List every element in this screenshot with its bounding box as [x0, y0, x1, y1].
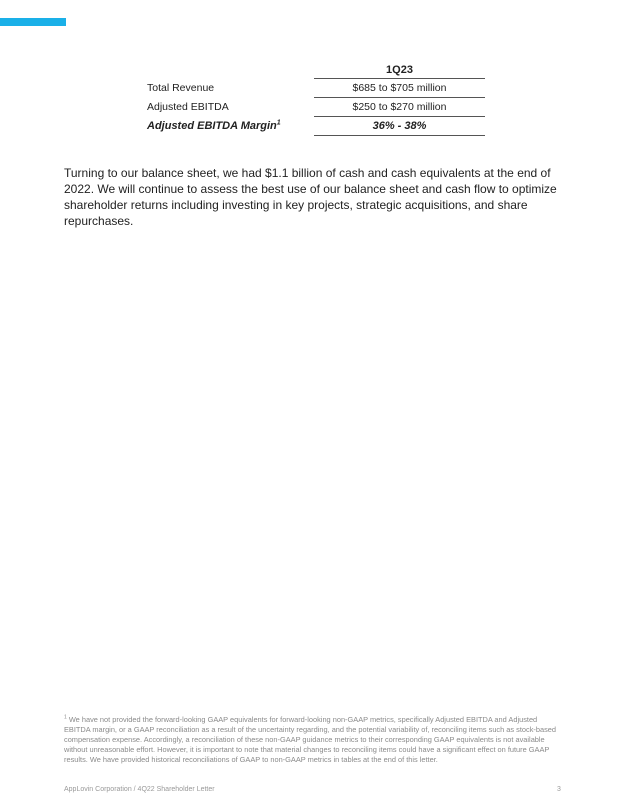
accent-bar	[0, 18, 66, 26]
table-header-empty	[147, 62, 314, 79]
page-number: 3	[557, 786, 561, 793]
table-header-row	[147, 62, 485, 79]
row-label: Adjusted EBITDA	[147, 101, 229, 113]
row-value: $685 to $705 million	[314, 79, 485, 98]
row-label: Total Revenue	[147, 82, 215, 94]
table-row	[147, 98, 485, 117]
row-label-cell	[147, 117, 314, 136]
footnote-text: We have not provided the forward-looking GAAP equivalents for forward-looking non-GAAP metrics, specifically Adjusted EBITDA and Adjusted EBITDA margin, or a GAAP reconciliation as a result of the uncertainty regarding, and the potential variability of, reconciling items such as stock-based compensation expense. Accordingly, a reconciliation of these non-GAAP guidance metrics to their corresponding GAAP equivalents is not available without unreasonable effort. However, it is important to note that material changes to reconciling items could have a significant effect on future GAAP results. We have provided historical reconciliations of GAAP to non-GAAP metrics in tables at the end of this letter.	[64, 715, 557, 764]
footnote-ref: 1	[276, 119, 281, 127]
period-header: 1Q23	[314, 62, 485, 79]
row-value: $250 to $270 million	[314, 98, 485, 117]
table-row	[147, 79, 485, 98]
footnote-marker: 1	[64, 714, 67, 721]
footer-text: AppLovin Corporation / 4Q22 Shareholder Letter	[64, 786, 215, 793]
table-row-highlight	[147, 117, 485, 136]
footnote	[64, 715, 564, 765]
row-value: 36% - 38%	[314, 117, 485, 136]
body-paragraph: Turning to our balance sheet, we had $1.1 billion of cash and cash equivalents at the end of 2022. We will continue to assess the best use of our balance sheet and cash flow to optimize shareholder returns including investing in key projects, strategic acquisitions, and share repurchases.	[64, 166, 557, 228]
guidance-table	[147, 62, 485, 136]
row-label: Adjusted EBITDA Margin	[147, 120, 277, 132]
